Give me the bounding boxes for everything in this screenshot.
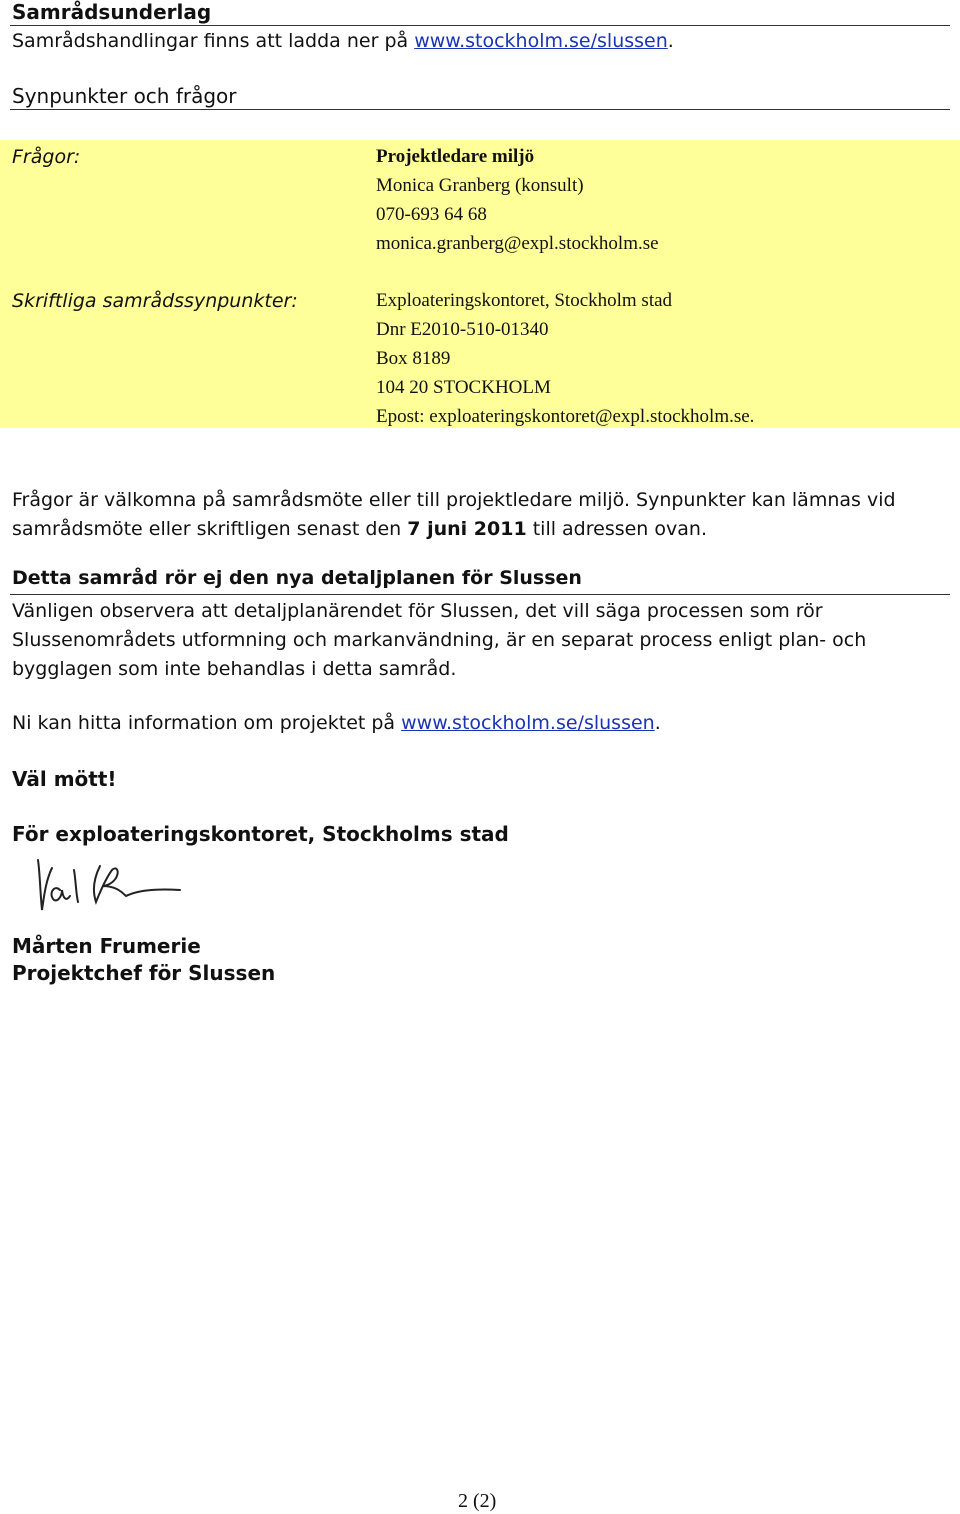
notice-title: Detta samråd rör ej den nya detaljplanen för Slussen [12, 567, 582, 589]
more-info-text: Ni kan hitta information om projektet på [12, 712, 402, 734]
info-paragraph [12, 486, 896, 544]
notice-paragraph [12, 597, 866, 684]
section-title-contacts: Synpunkter och frågor [12, 84, 237, 108]
info-line-2-start: samrådsmöte eller skriftligen senast den [12, 518, 408, 540]
address-box: Box 8189 [376, 348, 451, 369]
download-text: Samrådshandlingar finns att ladda ner på [12, 30, 415, 52]
contact-role: Projektledare miljö [376, 146, 535, 167]
info-line-2-end: till adressen ovan. [526, 518, 707, 540]
questions-label: Frågor: [12, 146, 81, 168]
contact-name: Monica Granberg (konsult) [376, 175, 584, 196]
slussen-link-bottom[interactable]: www.stockholm.se/slussen [401, 712, 655, 734]
greeting: Väl mött! [12, 767, 117, 791]
address-org: Exploateringskontoret, Stockholm stad [376, 290, 673, 311]
address-city: 104 20 STOCKHOLM [376, 377, 551, 398]
more-info-after: . [654, 712, 661, 734]
download-line [12, 30, 674, 52]
more-info-line [12, 712, 661, 734]
notice-line-2: Slussenområdets utformning och markanvändning, är en separat process enligt plan- och [12, 629, 867, 651]
slussen-link-top[interactable]: www.stockholm.se/slussen [414, 30, 668, 52]
notice-line-1: Vänligen observera att detaljplanärendet för Slussen, det vill säga processen som rör [12, 600, 823, 622]
written-label: Skriftliga samrådssynpunkter: [12, 290, 298, 312]
signoff: För exploateringskontoret, Stockholms stad [12, 822, 509, 846]
deadline-date: 7 juni 2011 [407, 518, 527, 540]
address-dnr: Dnr E2010-510-01340 [376, 319, 549, 340]
signer-name: Mårten Frumerie [12, 934, 201, 958]
info-line-1: Frågor är välkomna på samrådsmöte eller till projektledare miljö. Synpunkter kan lämnas vid [12, 489, 896, 511]
notice-line-3: bygglagen som inte behandlas i detta samråd. [12, 658, 457, 680]
download-after: . [667, 30, 674, 52]
notice-rule [10, 594, 950, 595]
address-email[interactable]: Epost: exploateringskontoret@expl.stockholm.se. [376, 406, 755, 427]
section-rule [10, 109, 950, 110]
handwritten-signature [30, 856, 190, 920]
page-title: Samrådsunderlag [12, 0, 212, 24]
signer-block [12, 933, 275, 987]
written-address [376, 286, 754, 431]
info-line-2 [12, 515, 896, 544]
title-rule [10, 25, 950, 26]
signer-title: Projektchef för Slussen [12, 961, 276, 985]
contact-phone: 070-693 64 68 [376, 204, 487, 225]
contact-email[interactable]: monica.granberg@expl.stockholm.se [376, 233, 659, 254]
page-number: 2 (2) [458, 1490, 497, 1512]
questions-contact [376, 142, 659, 258]
